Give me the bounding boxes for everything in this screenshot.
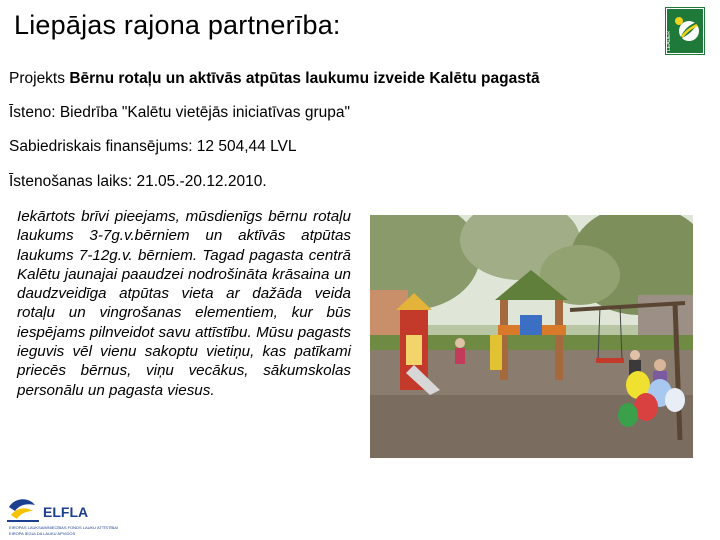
- elfla-logo-subtitle-2: EIROPA IEGULDA LAUKU APVIDOS: [9, 531, 76, 536]
- playground-photo: [370, 215, 693, 458]
- project-label: Projekts: [9, 70, 70, 87]
- leader-logo: [665, 7, 705, 55]
- leader-logo-text: LEADER: [666, 30, 672, 51]
- page-title: Liepājas rajona partnerība:: [14, 10, 341, 40]
- period-line: Īstenošanas laiks: 21.05.-20.12.2010.: [9, 173, 267, 190]
- implementer-line: Īsteno: Biedrība "Kalētu vietējās iniciatīvas grupa": [9, 104, 350, 121]
- elfla-logo-subtitle-1: EIROPAS LAUKSAIMNIECĪBAS FONDS LAUKU ATTĪSTĪBAI: [9, 525, 118, 530]
- elfla-logo: [5, 497, 155, 537]
- project-description: Iekārtots brīvi pieejams, mūsdienīgs bērnu rotaļu laukums 3-7g.v.bērniem un aktīvās atpūtas laukums 7-12g.v. bērniem. Tagad pagasta centrā Kalētu jaunajai paaudzei nodrošināta krāsaina un daudzveidīga atpūtas vieta ar dažāda veida rotaļu un vingrošanas elementiem, kur būs iespējams pilnveidot savu attīstību. Mūsu pagasts ieguvis vēl vienu sakoptu vietiņu, kas patīkami priecēs bērnus, viņu vecākus, sākumskolas personālu un pagasta viesus.: [17, 208, 351, 399]
- project-line: [9, 70, 540, 88]
- elfla-logo-title: ELFLA: [43, 504, 89, 520]
- project-name: Bērnu rotaļu un aktīvās atpūtas laukumu izveide Kalētu pagastā: [69, 70, 540, 87]
- funding-line: Sabiedriskais finansējums: 12 504,44 LVL: [9, 138, 297, 155]
